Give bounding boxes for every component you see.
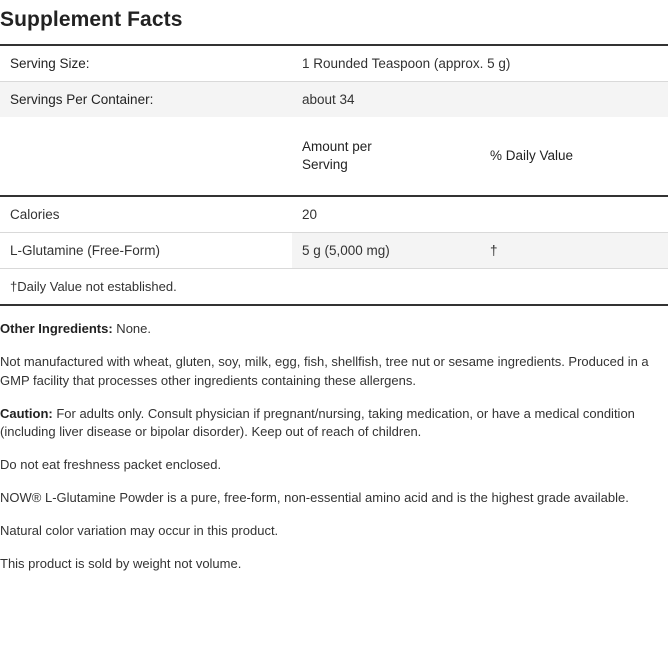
- footnote-text: For adults only. Consult physician if pregnant/nursing, taking medication, or have a medical condition (including liver disease or bipolar disorder). Keep out of reach of children.: [0, 405, 635, 440]
- nutrient-name: Calories: [10, 207, 60, 222]
- footnotes-section: [0, 304, 668, 574]
- footnote-label: Caution:: [0, 405, 53, 421]
- column-header-row: [0, 117, 668, 196]
- dagger-note: †Daily Value not established.: [10, 279, 177, 294]
- footnote-text: NOW® L-Glutamine Powder is a pure, free-form, non-essential amino acid and is the highest grade available.: [0, 490, 629, 506]
- footnote-sold-by-weight: [0, 555, 668, 574]
- header-amount-per-serving: [292, 117, 480, 196]
- footnote-color-variation: [0, 522, 668, 541]
- header-blank-cell: [0, 117, 292, 196]
- table-row: [0, 45, 668, 82]
- supplement-facts-table: [0, 44, 668, 304]
- footnote-freshness-packet: [0, 456, 668, 475]
- nutrient-name: L-Glutamine (Free-Form): [10, 243, 161, 258]
- table-row: [0, 233, 668, 269]
- footnote-text: This product is sold by weight not volume.: [0, 555, 242, 571]
- header-amount-line1: Amount per: [302, 138, 372, 154]
- dagger-note-row: [0, 269, 668, 305]
- table-row: [0, 82, 668, 118]
- footnote-caution: [0, 405, 668, 443]
- nutrient-amount: 20: [302, 207, 318, 222]
- footnote-allergens: [0, 353, 668, 391]
- serving-size-value: 1 Rounded Teaspoon (approx. 5 g): [302, 56, 511, 71]
- footnote-text: Natural color variation may occur in this product.: [0, 522, 279, 538]
- servings-per-container-label: Servings Per Container:: [10, 92, 154, 107]
- nutrient-amount: 5 g (5,000 mg): [292, 233, 480, 269]
- nutrient-daily-value: [480, 196, 668, 233]
- footnote-text: Not manufactured with wheat, gluten, soy, milk, egg, fish, shellfish, tree nut or sesame ingredients. Produced in a GMP facility that processes other ingredients containing these allergens.: [0, 353, 649, 388]
- footnote-text: None.: [112, 321, 151, 336]
- footnote-product-description: [0, 489, 668, 508]
- header-daily-value: % Daily Value: [490, 147, 574, 163]
- nutrient-daily-value: †: [480, 233, 668, 269]
- footnote-text: Do not eat freshness packet enclosed.: [0, 457, 222, 473]
- page-title: Supplement Facts: [0, 8, 183, 31]
- footnote-label: Other Ingredients:: [0, 321, 113, 336]
- servings-per-container-value: about 34: [302, 92, 355, 107]
- supplement-facts-panel: [0, 8, 668, 574]
- footnote-other-ingredients: [0, 320, 668, 339]
- header-amount-line2: Serving: [302, 157, 348, 172]
- serving-size-label: Serving Size:: [10, 56, 90, 71]
- table-row: [0, 196, 668, 233]
